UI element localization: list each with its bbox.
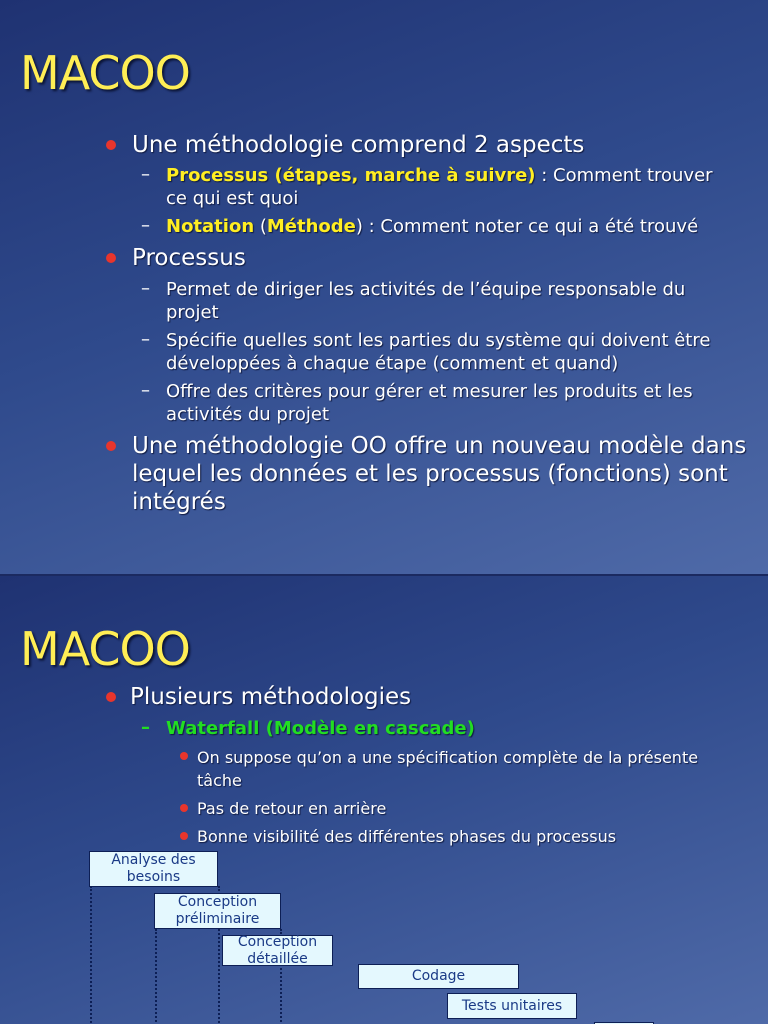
bullet-dot xyxy=(180,804,188,812)
dash: – xyxy=(141,215,150,236)
phase-label: Tests unitaires xyxy=(461,997,563,1014)
bullet-dot xyxy=(106,140,116,150)
dash: – xyxy=(141,717,150,738)
dash: – xyxy=(141,380,150,401)
sub-notation xyxy=(166,215,698,238)
bullet-dot xyxy=(106,253,116,263)
item-retour: Pas de retour en arrière xyxy=(197,799,387,818)
bullet-dot xyxy=(180,752,188,760)
dash: – xyxy=(141,164,150,185)
sub-offre-l2: activités du projet xyxy=(166,404,330,425)
item-visibilite: Bonne visibilité des différentes phases du processus xyxy=(197,827,617,846)
phase-label: Conception xyxy=(177,894,258,910)
sub-processus-line2: ce qui est quoi xyxy=(166,188,299,209)
item-spec-l2: tâche xyxy=(197,771,242,790)
sub-waterfall: Waterfall (Modèle en cascade) xyxy=(166,718,475,739)
phase-analyse-besoins xyxy=(89,851,218,887)
sub-specifie-l2: développées à chaque étape (comment et quand) xyxy=(166,353,619,374)
dash: – xyxy=(141,278,150,299)
connector-line xyxy=(155,929,157,1024)
phase-tests-unitaires xyxy=(447,993,577,1019)
sub-processus xyxy=(166,164,713,187)
bullet-oo-l3: intégrés xyxy=(132,489,226,515)
sub-permet-l1: Permet de diriger les activités de l’équipe responsable du xyxy=(166,279,686,300)
phase-label: besoins xyxy=(126,869,181,885)
item-spec-l1: On suppose qu’on a une spécification complète de la présente xyxy=(197,748,699,767)
phase-conception-preliminaire xyxy=(154,893,281,929)
bullet-methodologies: Plusieurs méthodologies xyxy=(130,684,412,710)
sub-notation-bold: Notation xyxy=(166,216,255,237)
phase-label: Conception xyxy=(237,933,318,950)
sub-processus-bold: Processus (étapes, marche à suivre) xyxy=(166,165,536,186)
phase-conception-detaillee xyxy=(222,935,333,966)
sub-notation-open: ( xyxy=(254,216,267,237)
bullet-oo-l2: lequel les données et les processus (fonctions) sont xyxy=(132,461,728,487)
phase-label: détaillée xyxy=(247,950,308,967)
sub-notation-methode: Méthode xyxy=(266,216,356,237)
sub-permet-l2: projet xyxy=(166,302,219,323)
phase-label: préliminaire xyxy=(175,911,260,927)
slide-2 xyxy=(0,576,768,1024)
bullet-processus: Processus xyxy=(132,245,246,271)
sub-offre-l1: Offre des critères pour gérer et mesurer les produits et les xyxy=(166,381,693,402)
connector-line xyxy=(90,886,92,1024)
phase-label: Codage xyxy=(411,968,466,984)
phase-label: Analyse des xyxy=(111,852,196,868)
sub-processus-rest: : Comment trouver xyxy=(535,165,713,186)
bullet-dot xyxy=(180,832,188,840)
dash: – xyxy=(141,329,150,350)
slide-title: MACOO xyxy=(20,46,190,100)
bullet-dot xyxy=(106,441,116,451)
phase-codage xyxy=(358,964,519,989)
sub-notation-rest: ) : Comment noter ce qui a été trouvé xyxy=(355,216,699,237)
bullet-oo-l1: Une méthodologie OO offre un nouveau modèle dans xyxy=(132,433,747,459)
slide-title: MACOO xyxy=(20,622,190,676)
sub-specifie-l1: Spécifie quelles sont les parties du système qui doivent être xyxy=(166,330,711,351)
bullet-methodologie: Une méthodologie comprend 2 aspects xyxy=(132,132,585,158)
bullet-dot xyxy=(106,692,116,702)
